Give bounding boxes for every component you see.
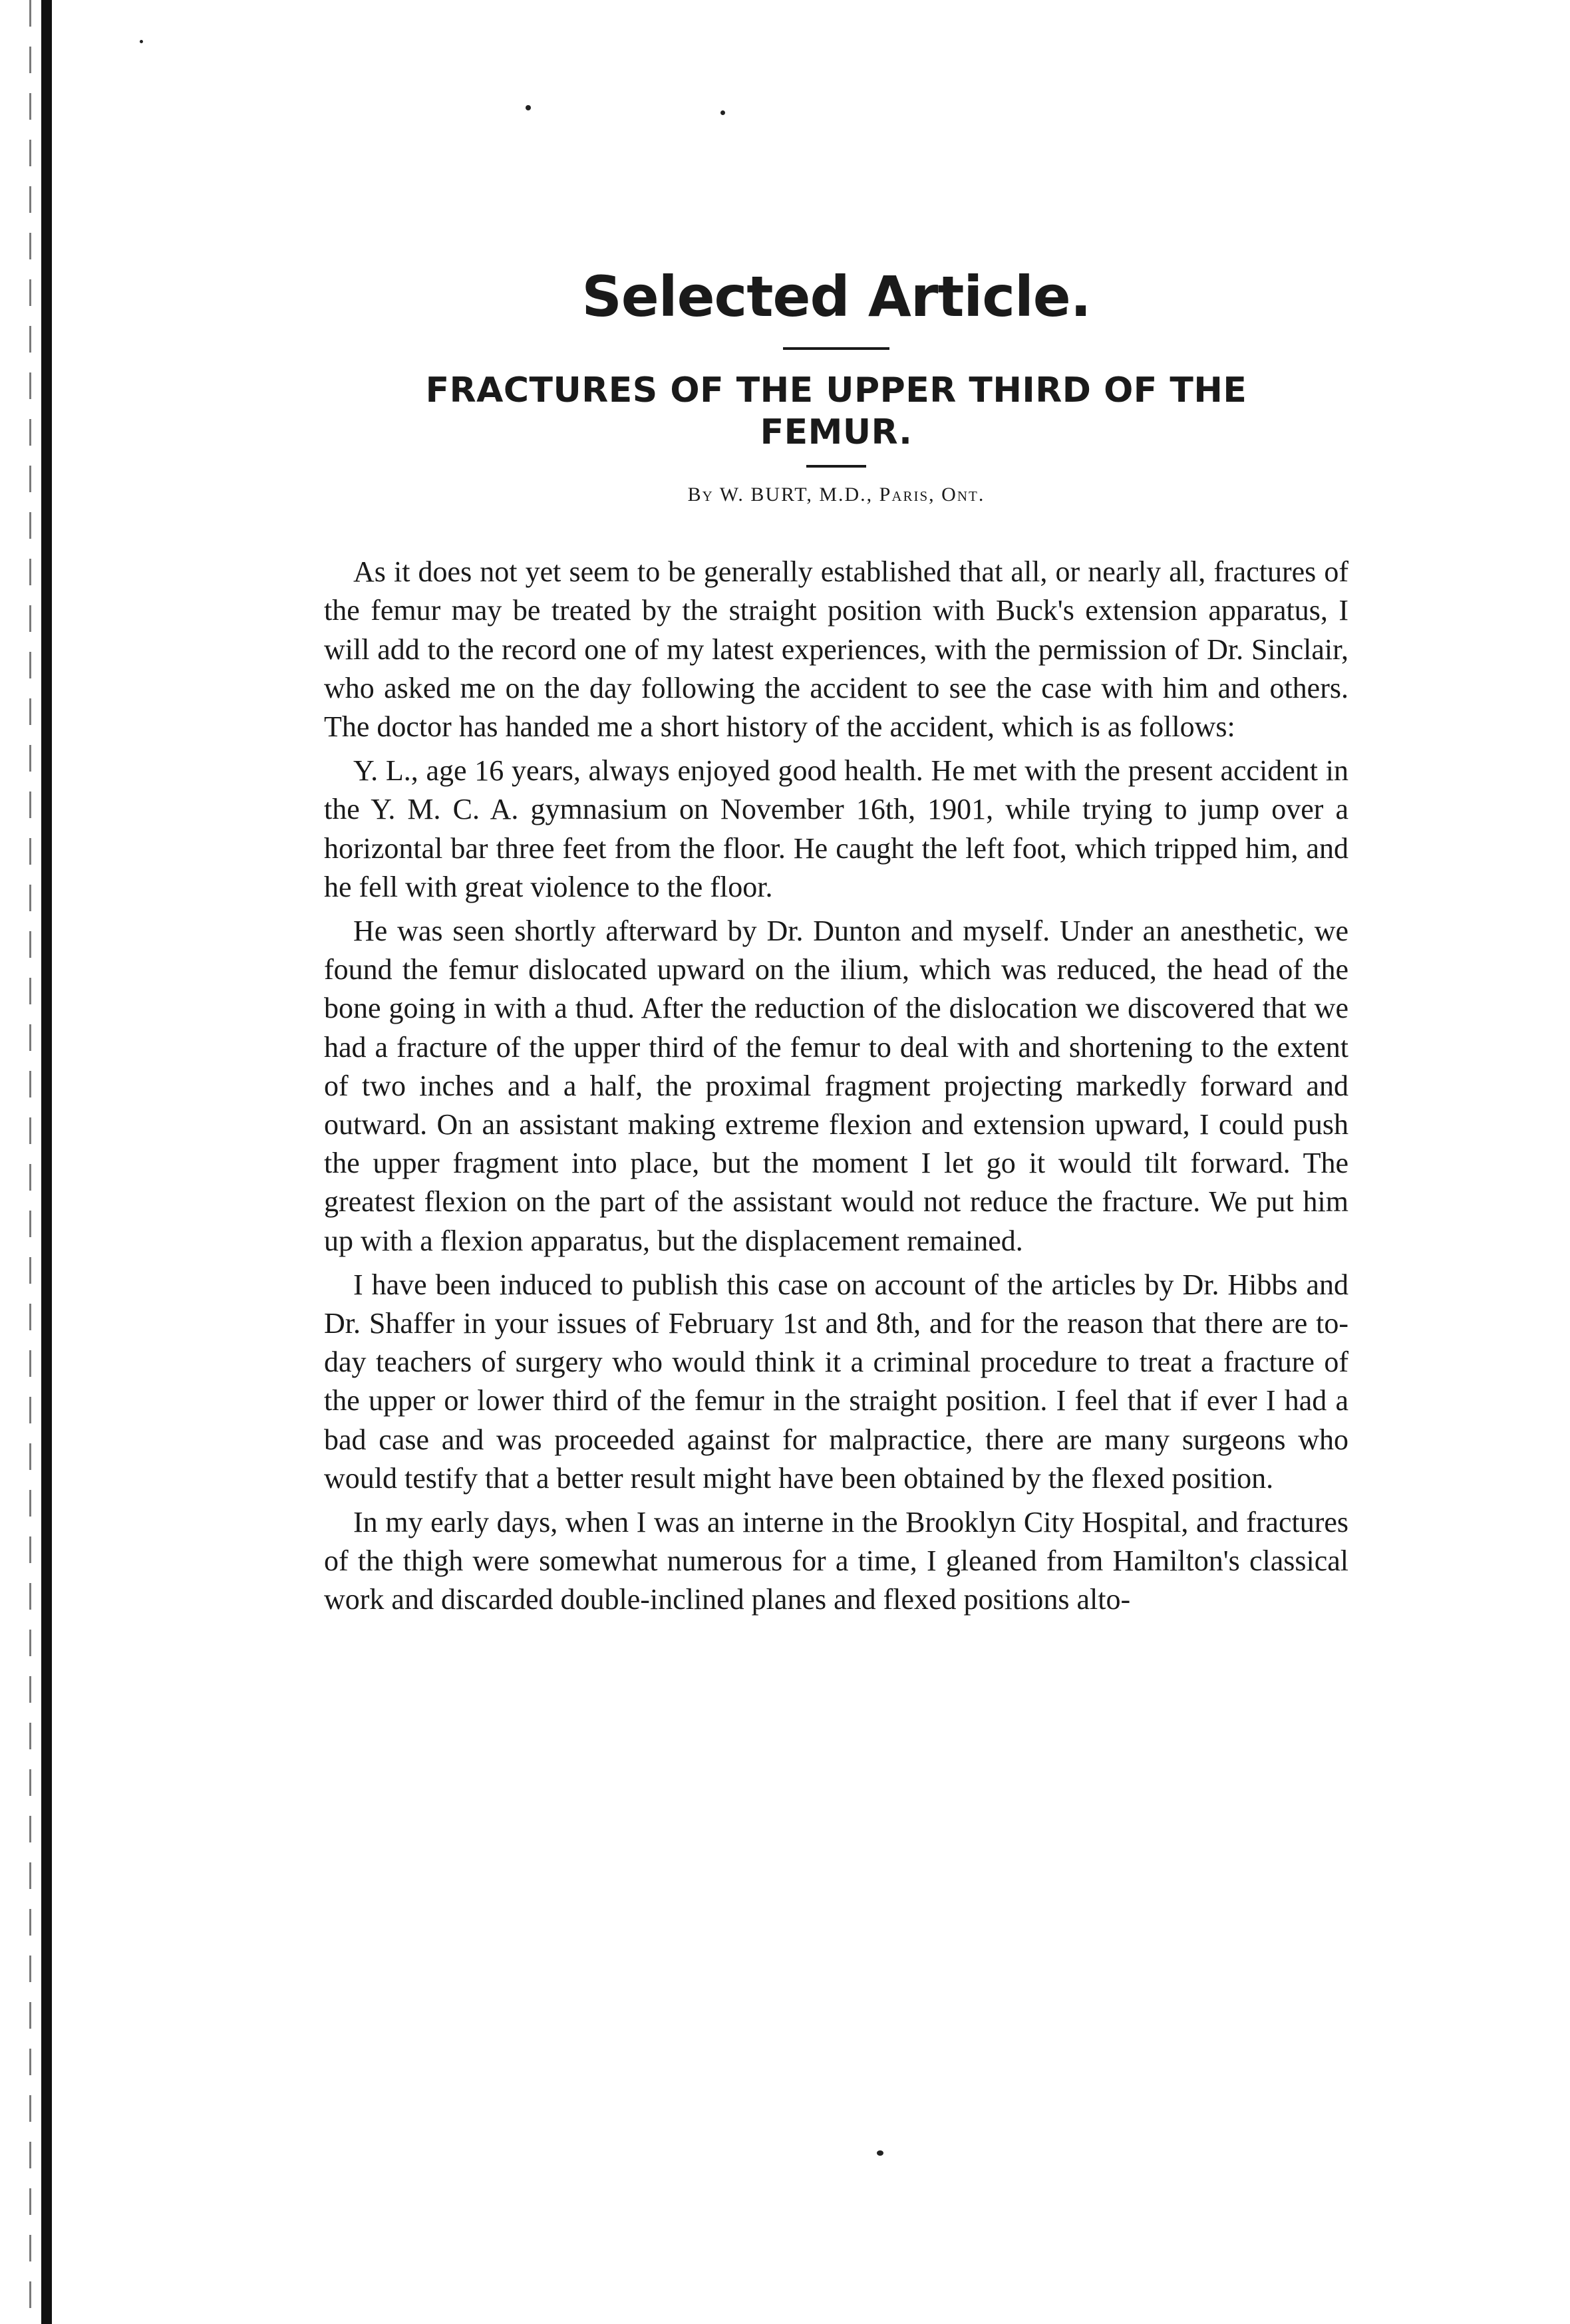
paragraph-2: Y. L., age 16 years, always enjoyed good health. He met with the present accident in the Y. M. C. A. gymnasium on November 16th, 1901, while trying to jump over a horizontal bar three feet from the floor. He caught the left foot, which tripped him, and he fell with great violence to the floor.: [324, 754, 1348, 903]
paragraph-4: I have been induced to publish this case on account of the articles by Dr. Hibbs and Dr. Shaffer in your issues of February 1st and 8th, and for the reason that there are to-day teachers of surgery who would think it a criminal procedure to treat a fracture of the upper or lower third of the femur in the straight position. I feel that if ever I had a bad case and was proceeded against for malpractice, there are many surgeons who would testify that a better result might have been obtained by the flexed position.: [324, 1268, 1348, 1495]
section-heading: Selected Article.: [581, 264, 1091, 329]
title-rule: [806, 465, 866, 468]
paragraph-3: He was seen shortly afterward by Dr. Dunton and myself. Under an anesthetic, we found the femur dislocated upward on the ilium, which was reduced, the head of the bone going in with a thud. After the reduction of the dislocation we discovered that we had a fracture of the upper third of the femur to deal with and shortening to the extent of two inches and a half, the proximal fragment projecting markedly forward and outward. On an assistant making extreme flexion and extension upward, I could push the upper fragment into place, but the moment I let go it would tilt forward. The greatest flexion on the part of the assistant would not reduce the fracture. We put him up with a flexion apparatus, but the displacement remained.: [324, 915, 1348, 1257]
footer-speck: [877, 2150, 883, 2156]
paragraph-1: As it does not yet seem to be generally established that all, or nearly all, fractures of the femur may be treated by the straight position with Buck's extension apparatus, I will add to the record one of my latest experiences, with the permission of Dr. Sinclair, who asked me on the day following the accident to see the case with him and others. The doctor has handed me a short history of the accident, which is as follows:: [324, 555, 1348, 743]
heading-rule: [783, 347, 889, 350]
page-binding-shadow: [29, 0, 31, 2324]
article-title: FRACTURES OF THE UPPER THIRD OF THE FEMUR.: [425, 370, 1247, 452]
author-byline: By W. BURT, M.D., Paris, Ont.: [687, 484, 985, 506]
print-speck: [720, 110, 725, 115]
page-binding-edge: [41, 0, 52, 2324]
print-speck: [526, 105, 531, 110]
article-page: [324, 266, 1348, 1625]
paragraph-5: In my early days, when I was an interne in the Brooklyn City Hospital, and fractures of the thigh were somewhat numerous for a time, I gleaned from Hamilton's classical work and discarded double-inclined planes and flexed positions alto-: [324, 1506, 1348, 1616]
print-speck: [140, 40, 143, 43]
